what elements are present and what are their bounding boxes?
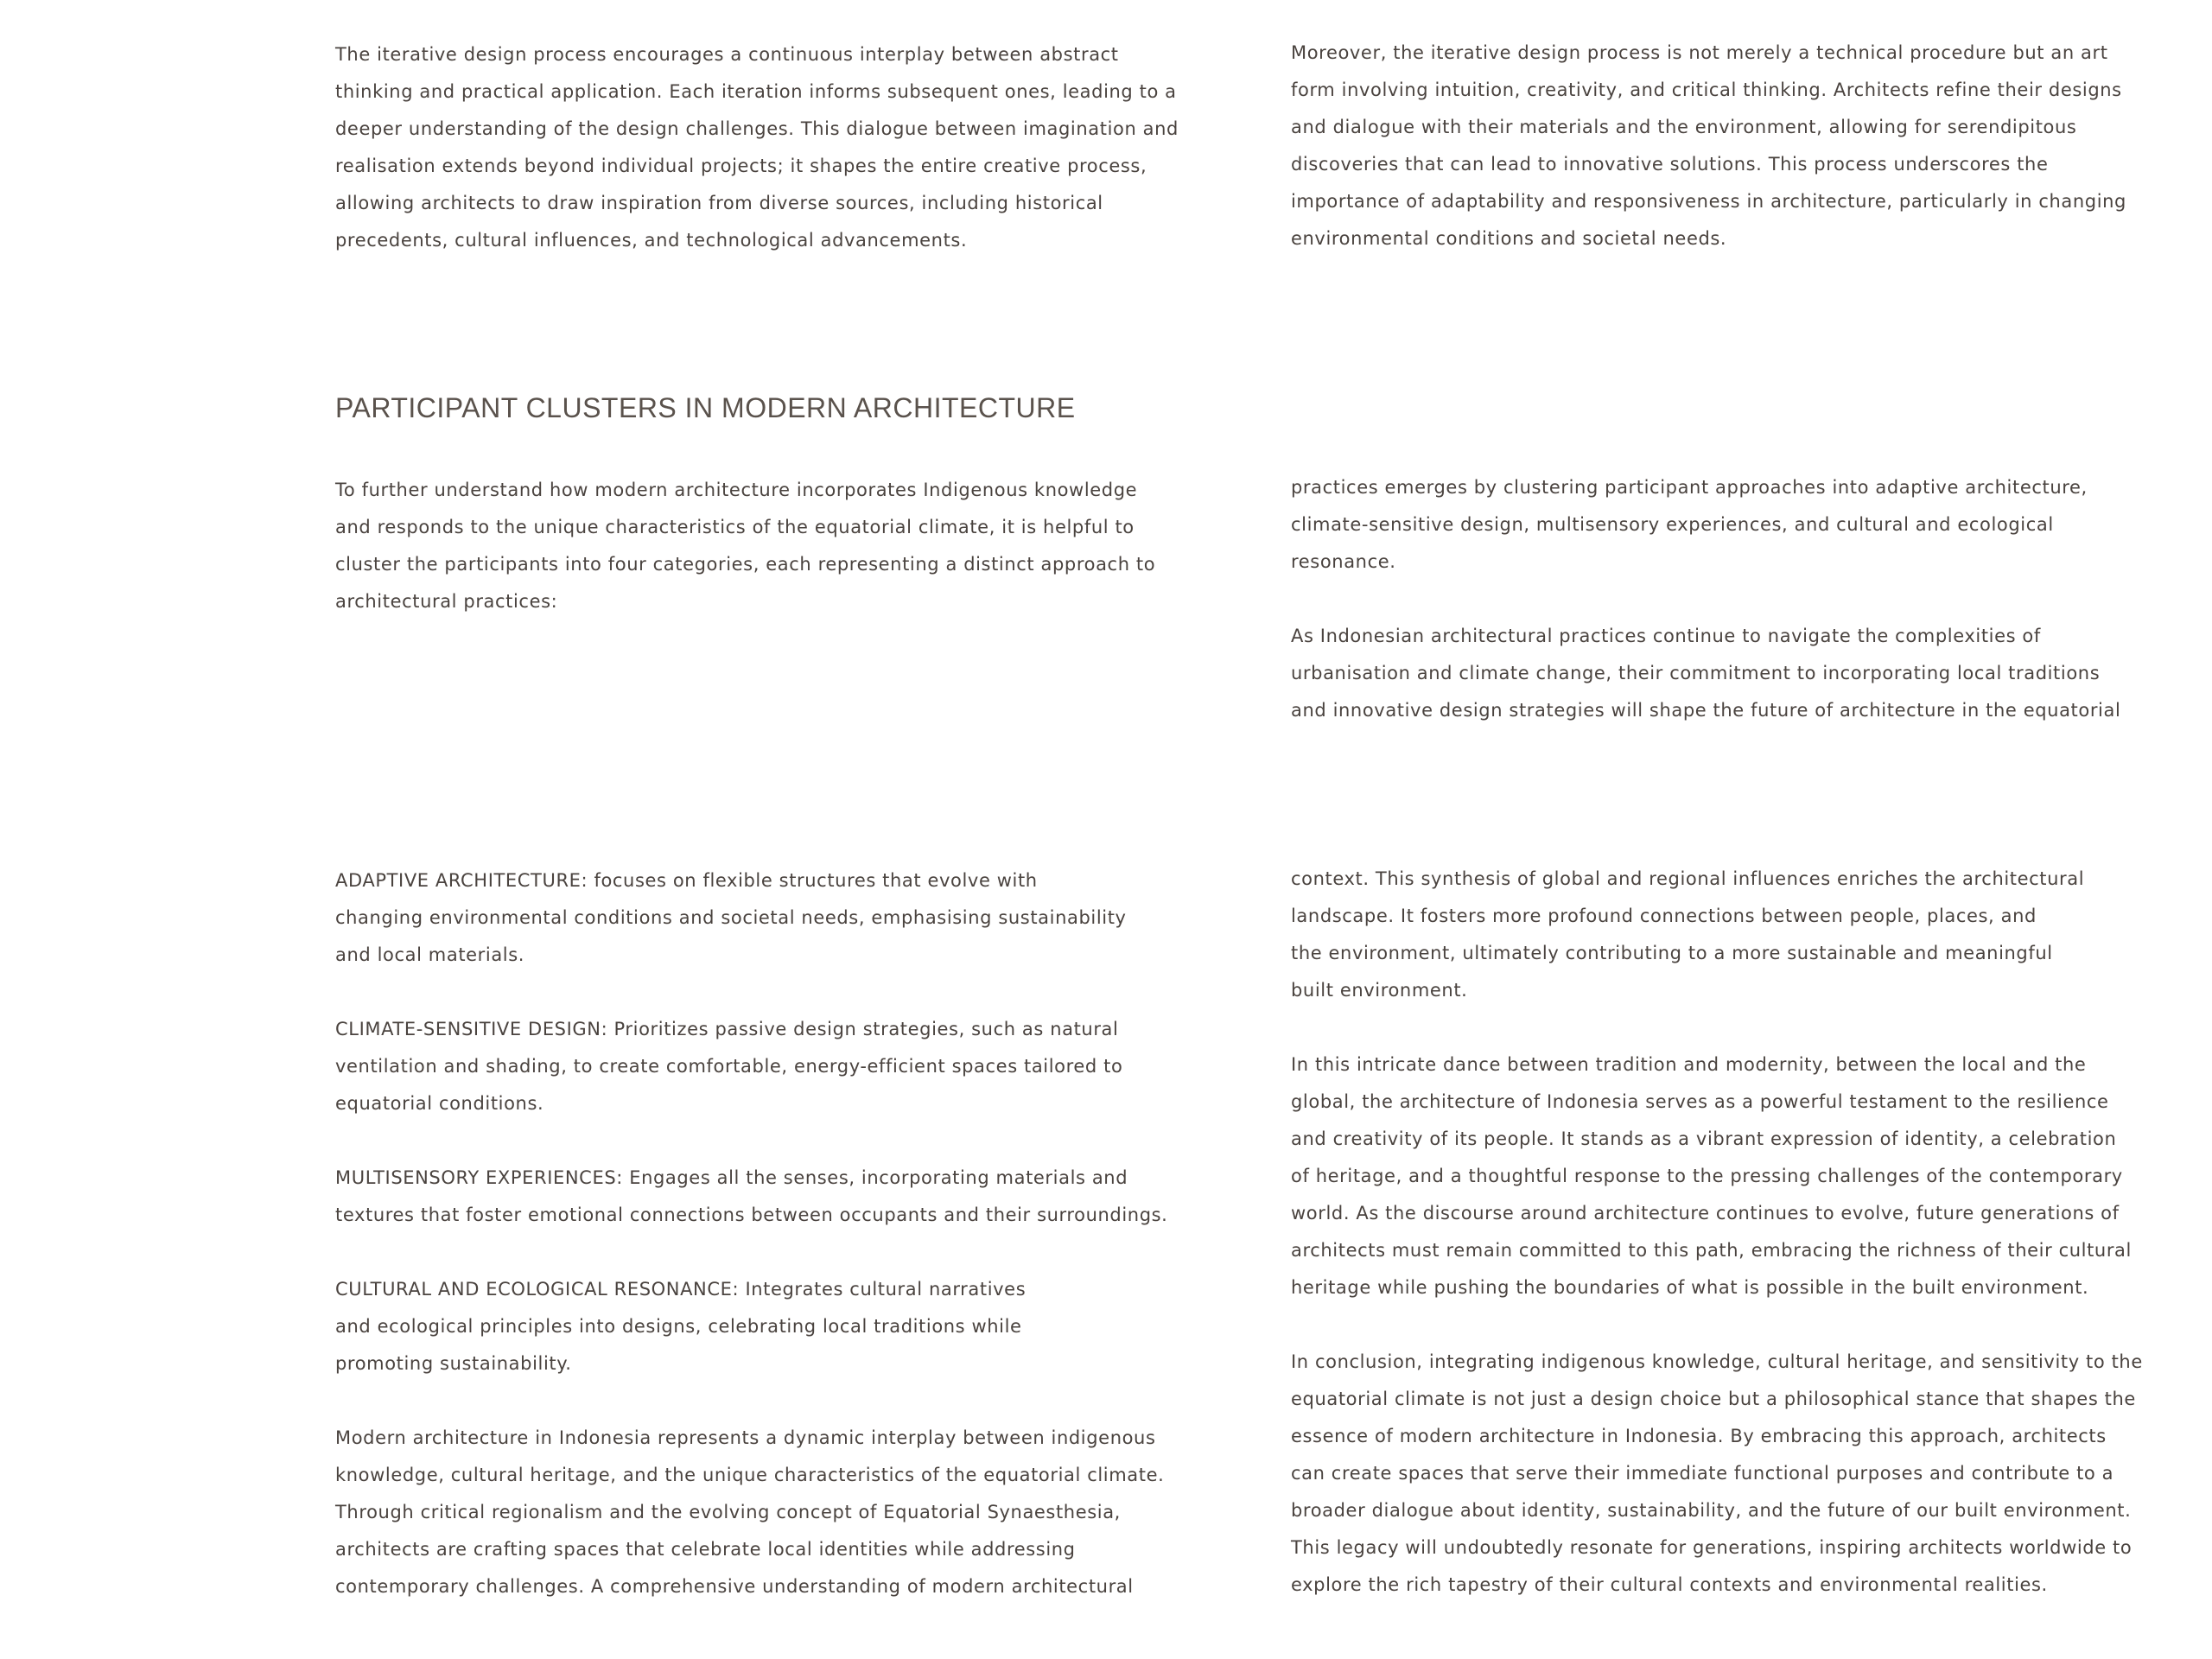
paragraph-iterative-interplay <box>335 36 1179 259</box>
text-line: landscape. It fosters more profound connections between people, places, and <box>1291 906 2037 926</box>
text-line: cluster the participants into four categories, each representing a distinct approach to <box>335 554 1156 575</box>
paragraph-iterative-art <box>1291 35 2126 257</box>
text-line: importance of adaptability and responsiveness in architecture, particularly in changing <box>1291 191 2126 212</box>
text-line: heritage while pushing the boundaries of what is possible in the built environment. <box>1291 1277 2089 1298</box>
cluster-climate-sensitive-design <box>335 1011 1167 1122</box>
text-line: promoting sustainability. <box>335 1353 572 1374</box>
text-line: and local materials. <box>335 944 525 965</box>
text-line: MULTISENSORY EXPERIENCES: Engages all the senses, incorporating materials and <box>335 1167 1128 1188</box>
text-line: textures that foster emotional connections between occupants and their surroundings. <box>335 1205 1168 1225</box>
text-line: architects are crafting spaces that celebrate local identities while addressing <box>335 1539 1076 1560</box>
cluster-multisensory-experiences <box>335 1160 1167 1234</box>
top-right-paragraph <box>1291 35 2126 257</box>
text-line: knowledge, cultural heritage, and the unique characteristics of the equatorial climate. <box>335 1465 1165 1485</box>
paragraph-indonesian-practices <box>1291 618 2120 729</box>
paragraph-intricate-dance <box>1291 1046 2143 1306</box>
text-line: precedents, cultural influences, and technological advancements. <box>335 230 968 251</box>
text-line: allowing architects to draw inspiration from diverse sources, including historical <box>335 193 1103 213</box>
text-line: thinking and practical application. Each iteration informs subsequent ones, leading to a <box>335 81 1177 102</box>
text-line: architectural practices: <box>335 591 558 612</box>
text-line: environmental conditions and societal needs. <box>1291 228 1727 249</box>
text-line: ventilation and shading, to create comfortable, energy-efficient spaces tailored to <box>335 1056 1123 1077</box>
paragraph-modern-architecture-indonesia <box>335 1420 1167 1605</box>
text-line: and dialogue with their materials and the environment, allowing for serendipitous <box>1291 117 2077 137</box>
text-line: form involving intuition, creativity, and critical thinking. Architects refine their designs <box>1291 79 2122 100</box>
paragraph-clusters-intro <box>335 472 1155 620</box>
text-line: Modern architecture in Indonesia represents a dynamic interplay between indigenous <box>335 1427 1156 1448</box>
text-line: the environment, ultimately contributing to a more sustainable and meaningful <box>1291 943 2053 963</box>
intro-right-column <box>1291 469 2120 729</box>
text-line: urbanisation and climate change, their commitment to incorporating local traditions <box>1291 663 2101 683</box>
text-line: Moreover, the iterative design process is not merely a technical procedure but an art <box>1291 42 2108 63</box>
text-line: This legacy will undoubtedly resonate for generations, inspiring architects worldwide to <box>1291 1537 2133 1558</box>
section-heading: PARTICIPANT CLUSTERS IN MODERN ARCHITECTURE <box>335 392 1076 423</box>
text-line: and ecological principles into designs, celebrating local traditions while <box>335 1316 1022 1337</box>
paragraph-practices-emerges <box>1291 469 2120 581</box>
top-left-paragraph <box>335 36 1179 259</box>
text-line: In this intricate dance between tradition and modernity, between the local and the <box>1291 1054 2087 1075</box>
text-line: built environment. <box>1291 980 1468 1001</box>
text-line: broader dialogue about identity, sustainability, and the future of our built environment. <box>1291 1500 2132 1521</box>
text-line: The iterative design process encourages a continuous interplay between abstract <box>335 44 1119 65</box>
text-line: discoveries that can lead to innovative solutions. This process underscores the <box>1291 154 2049 175</box>
text-line: realisation extends beyond individual projects; it shapes the entire creative process, <box>335 156 1147 176</box>
text-line: context. This synthesis of global and regional influences enriches the architectural <box>1291 868 2085 889</box>
clusters-left-column <box>335 862 1167 1605</box>
conclusion-right-column <box>1291 861 2143 1604</box>
text-line: architects must remain committed to this path, embracing the richness of their cultural <box>1291 1240 2132 1261</box>
paragraph-context-synthesis <box>1291 861 2143 1009</box>
text-line: can create spaces that serve their immediate functional purposes and contribute to a <box>1291 1463 2114 1484</box>
text-line: of heritage, and a thoughtful response to the pressing challenges of the contemporary <box>1291 1166 2123 1186</box>
text-line: changing environmental conditions and societal needs, emphasising sustainability <box>335 907 1127 928</box>
text-line: global, the architecture of Indonesia serves as a powerful testament to the resilience <box>1291 1091 2109 1112</box>
text-line: explore the rich tapestry of their cultural contexts and environmental realities. <box>1291 1574 2048 1595</box>
cluster-cultural-ecological-resonance <box>335 1271 1167 1382</box>
cluster-adaptive-architecture <box>335 862 1167 974</box>
text-line: Through critical regionalism and the evolving concept of Equatorial Synaesthesia, <box>335 1502 1121 1522</box>
text-line: contemporary challenges. A comprehensive understanding of modern architectural <box>335 1576 1134 1597</box>
text-line: and innovative design strategies will shape the future of architecture in the equatorial <box>1291 700 2121 721</box>
text-line: essence of modern architecture in Indonesia. By embracing this approach, architects <box>1291 1426 2107 1446</box>
text-line: equatorial climate is not just a design choice but a philosophical stance that shapes the <box>1291 1389 2136 1409</box>
text-line: deeper understanding of the design challenges. This dialogue between imagination and <box>335 118 1179 139</box>
text-line: CLIMATE-SENSITIVE DESIGN: Prioritizes passive design strategies, such as natural <box>335 1019 1119 1039</box>
text-line: equatorial conditions. <box>335 1093 544 1114</box>
text-line: As Indonesian architectural practices continue to navigate the complexities of <box>1291 626 2041 646</box>
text-line: and responds to the unique characteristics of the equatorial climate, it is helpful to <box>335 517 1135 537</box>
text-line: and creativity of its people. It stands as a vibrant expression of identity, a celebration <box>1291 1128 2117 1149</box>
text-line: ADAPTIVE ARCHITECTURE: focuses on flexible structures that evolve with <box>335 870 1038 891</box>
paragraph-in-conclusion <box>1291 1344 2143 1604</box>
text-line: To further understand how modern architecture incorporates Indigenous knowledge <box>335 480 1138 500</box>
intro-left-paragraph <box>335 472 1155 620</box>
text-line: In conclusion, integrating indigenous knowledge, cultural heritage, and sensitivity to the <box>1291 1351 2143 1372</box>
text-line: climate-sensitive design, multisensory experiences, and cultural and ecological <box>1291 514 2054 535</box>
text-line: resonance. <box>1291 551 1396 572</box>
text-line: practices emerges by clustering participant approaches into adaptive architecture, <box>1291 477 2088 498</box>
text-line: world. As the discourse around architecture continues to evolve, future generations of <box>1291 1203 2120 1224</box>
text-line: CULTURAL AND ECOLOGICAL RESONANCE: Integrates cultural narratives <box>335 1279 1027 1300</box>
